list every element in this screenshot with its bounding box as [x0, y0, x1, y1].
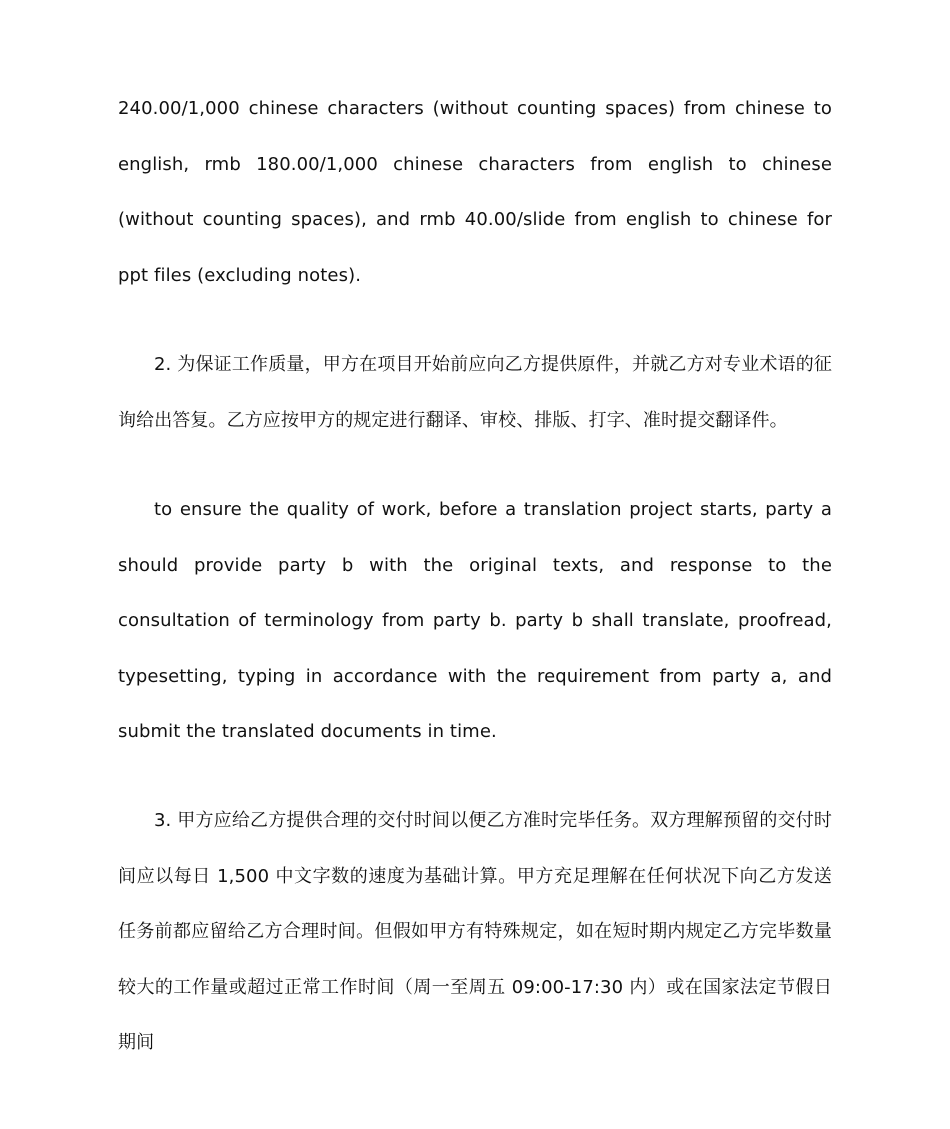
paragraph-rates-english: 240.00/1,000 chinese characters (without counting spaces) from chinese to english, rmb 180.00/1,000 chinese characters from english to chinese (without counting spaces), and rmb 40.00/slide from english to chinese for ppt files (excluding notes). — [118, 98, 832, 286]
paragraph-clause-2-chinese: 2. 为保证工作质量，甲方在项目开始前应向乙方提供原件，并就乙方对专业术语的征询给出答复。乙方应按甲方的规定进行翻译、审校、排版、打字、准时提交翻译件。 — [118, 354, 832, 431]
paragraph-clause-3-chinese: 3. 甲方应给乙方提供合理的交付时间以便乙方准时完毕任务。双方理解预留的交付时间应以每日 1,500 中文字数的速度为基础计算。甲方充足理解在任何状况下向乙方发送任务前都应留给乙方合理时间。但假如甲方有特殊规定，如在短时期内规定乙方完毕数量较大的工作量或超过正常工作时间（周一至周五 09:00-17:30 内）或在国家法定节假日期间 — [118, 810, 832, 1053]
paragraph-clause-2-english: to ensure the quality of work, before a translation project starts, party a should provide party b with the original texts, and response to the consultation of terminology from party b. party b shall translate, proofread, typesetting, typing in accordance with the requirement from party a, and submit the translated documents in time. — [118, 499, 832, 742]
